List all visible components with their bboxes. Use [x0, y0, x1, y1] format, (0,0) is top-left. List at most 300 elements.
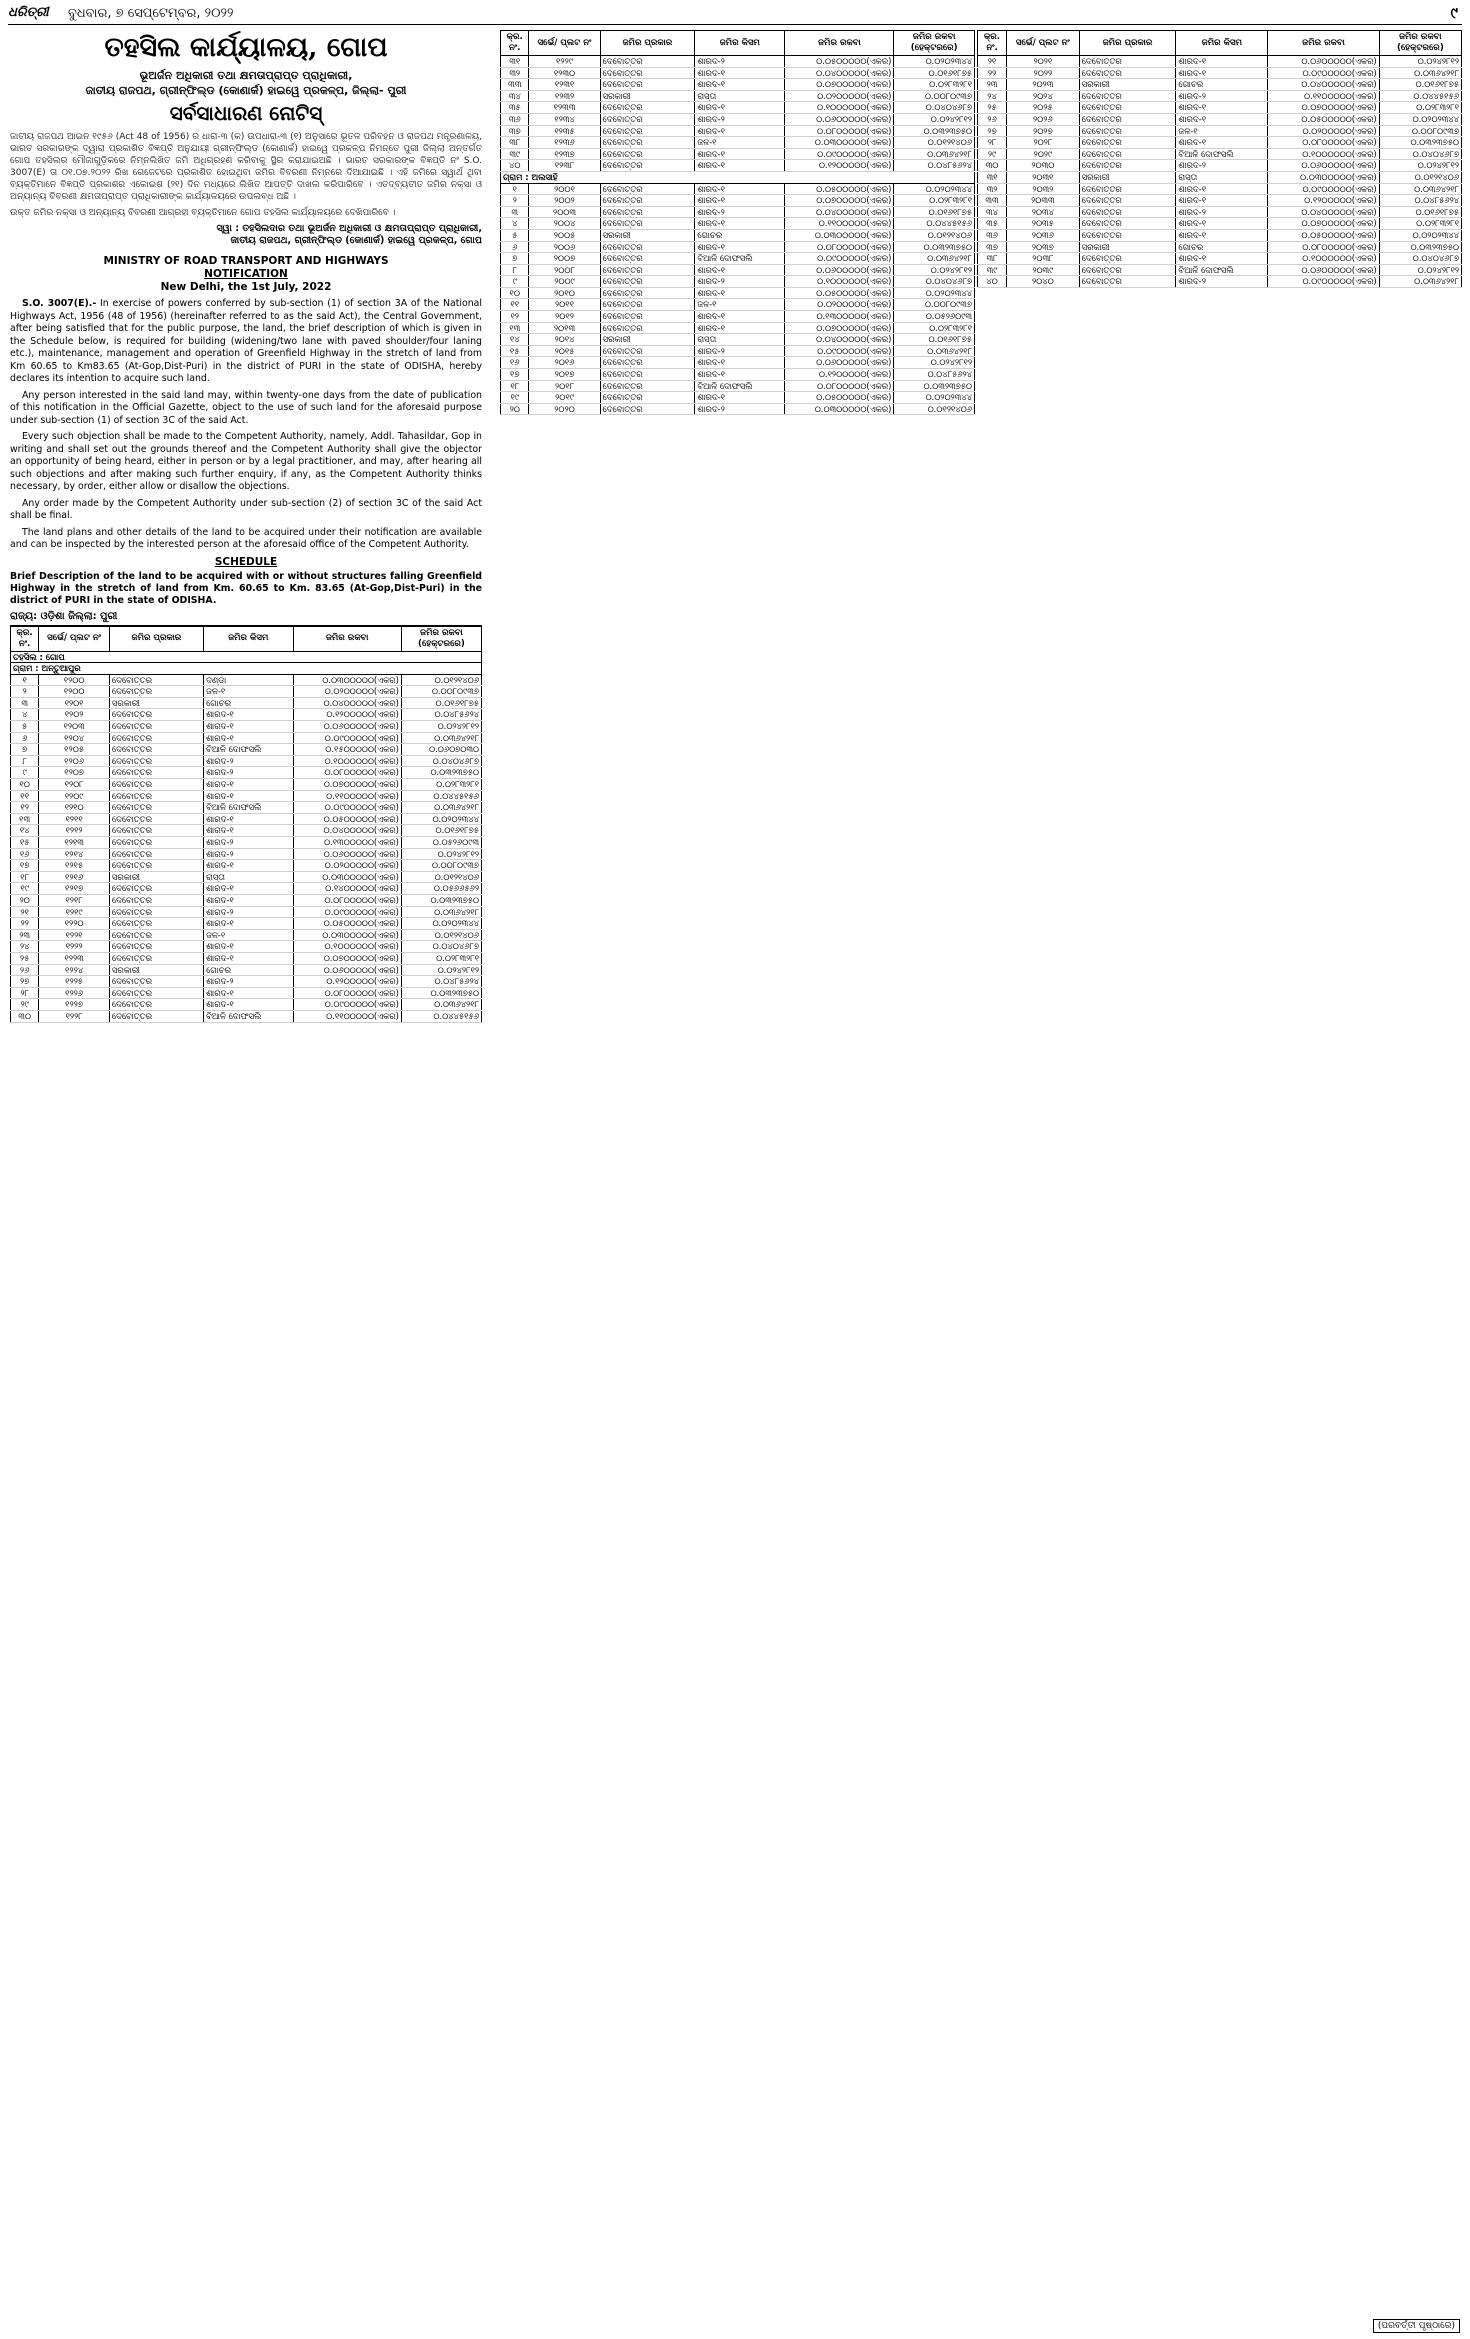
area-hectare-cell: ୦.୦୪୦୪୬୮୭ — [1379, 253, 1461, 265]
area-acre-cell: ୦.୦୭୦୦୦୦୦(ଏକର) — [785, 322, 894, 334]
table-row — [501, 229, 975, 241]
english-para-5: The land plans and other details of the land to be acquired under their notification are available and can be inspected by the interested person at the aforesaid office of the Competent Authority. — [10, 526, 482, 550]
table-row — [978, 195, 1462, 207]
office-subtitle-1: ଭୂଅର୍ଜନ ଅଧିକାରୀ ତଥା କ୍ଷମତାପ୍ରାପ୍ତ ପ୍ରାଧିକାରୀ, — [139, 69, 353, 82]
area-acre-cell: ୦.୦୪୦୦୦୦୦(ଏକର) — [1268, 206, 1379, 218]
land-type-cell: ଦେବୋତ୍ତର — [600, 357, 695, 369]
serial-cell: ୧୧ — [11, 790, 39, 802]
plot-cell: ୧୨୩୭ — [529, 148, 600, 160]
plot-cell: ୧୨୨୦ — [39, 918, 110, 930]
area-acre-cell: ୦.୧୨୦୦୦୦୦(ଏକର) — [1268, 195, 1379, 207]
area-acre-cell: ୦.୦୯୦୦୦୦୦(ଏକର) — [785, 253, 894, 265]
serial-cell: ୩୨ — [501, 67, 529, 79]
area-acre-cell: ୦.୦୬୦୦୦୦୦(ଏକର) — [785, 357, 894, 369]
land-type-cell: ଦେବୋତ୍ତର — [109, 883, 203, 895]
land-type-cell: ଦେବୋତ୍ତର — [600, 264, 695, 276]
land-type-cell: ସରକାରୀ — [600, 229, 695, 241]
column-header: ସର୍ଭେ/ ପ୍ଲଟ ନଂ — [39, 626, 110, 651]
land-class-cell: ଶାରଦ-୧ — [1176, 102, 1268, 114]
table-row — [11, 802, 482, 814]
table-row — [978, 125, 1462, 137]
area-hectare-cell: ୦.୦୧୬୧୮୭୫ — [1379, 206, 1461, 218]
table-row — [11, 721, 482, 733]
area-hectare-cell: ୦.୦୩୨୩୭୫୦ — [401, 767, 481, 779]
table-row — [11, 1010, 482, 1022]
area-hectare-cell: ୦.୦୧୬୧୮୭୫ — [401, 697, 481, 709]
serial-cell: ୧୭ — [501, 369, 529, 381]
land-class-cell: ବିଆଳି ଦୋଫସଲି — [695, 253, 785, 265]
area-hectare-cell: ୦.୦୧୨୧୪୦୬ — [894, 137, 975, 149]
area-hectare-cell: ୦.୦୨୦୨୩୪୪ — [1379, 229, 1461, 241]
signatory-line-2: ଜାତୀୟ ରାଜପଥ, ଗ୍ରୀନ୍‌ଫିଲ୍ଡ (କୋଣାର୍କ) ହାଇୱେ ପ୍ରକଳ୍ପ, ଗୋପ — [230, 235, 482, 246]
plot-cell: ୧୨୧୦ — [39, 802, 110, 814]
plot-cell: ୧୨୧୩ — [39, 837, 110, 849]
plot-cell: ୨୦୧୧ — [529, 299, 600, 311]
schedule-table-1 — [10, 626, 482, 1023]
land-type-cell: ସରକାରୀ — [1079, 79, 1176, 91]
land-class-cell: ଶାରଦ-୧ — [695, 148, 785, 160]
table-row — [501, 206, 975, 218]
plot-cell: ୧୨୦୧ — [39, 697, 110, 709]
land-class-cell: ଶାରଦ-୧ — [1176, 253, 1268, 265]
plot-cell: ୧୨୦୩ — [39, 721, 110, 733]
plot-cell: ୧୨୧୧ — [39, 813, 110, 825]
area-acre-cell: ୦.୧୦୦୦୦୦୦(ଏକର) — [293, 941, 401, 953]
area-acre-cell: ୦.୦୩୦୦୦୦୦(ଏକର) — [785, 229, 894, 241]
area-acre-cell: ୦.୦୪୦୦୦୦୦(ଏକର) — [293, 825, 401, 837]
plot-cell: ୨୦୦୯ — [529, 276, 600, 288]
area-acre-cell: ୦.୧୩୦୦୦୦୦(ଏକର) — [785, 311, 894, 323]
area-acre-cell: ୦.୧୦୦୦୦୦୦(ଏକର) — [293, 755, 401, 767]
land-class-cell: ରାସ୍ତା — [695, 90, 785, 102]
area-acre-cell: ୦.୦୨୦୦୦୦୦(ଏକର) — [785, 299, 894, 311]
english-para-2: Any person interested in the said land may, within twenty-one days from the date of publication of this notification in the Official Gazette, object to the use of such land for the aforesaid purpose under sub-section (1) of section 3C of the said Act. — [10, 389, 482, 426]
area-acre-cell: ୦.୧୦୦୦୦୦୦(ଏକର) — [1268, 253, 1379, 265]
land-class-cell: ଶାରଦ-୧ — [695, 160, 785, 172]
serial-cell: ୩୦ — [978, 160, 1007, 172]
land-class-cell: ଶାରଦ-୧ — [695, 287, 785, 299]
land-type-cell: ଦେବୋତ୍ତର — [1079, 276, 1176, 288]
table-row — [11, 894, 482, 906]
area-hectare-cell: ୦.୦୫୨୬୦୯୩ — [894, 311, 975, 323]
area-hectare-cell: ୦.୦୨୪୨୮୧୨ — [401, 848, 481, 860]
plot-cell: ୧୨୨୯ — [529, 56, 600, 68]
serial-cell: ୭ — [11, 744, 39, 756]
land-class-cell: ଶାରଦ-୧ — [1176, 229, 1268, 241]
land-type-cell: ସରକାରୀ — [600, 90, 695, 102]
place-date: New Delhi, the 1st July, 2022 — [160, 281, 332, 293]
plot-cell: ୧୨୦୨ — [39, 709, 110, 721]
area-acre-cell: ୦.୦୬୦୦୦୦୦(ଏକର) — [785, 264, 894, 276]
column-header: କ୍ର. ନଂ. — [978, 31, 1007, 56]
table-row — [501, 195, 975, 207]
plot-cell: ୨୦୩୦ — [1007, 160, 1080, 172]
serial-cell: ୧୧ — [501, 299, 529, 311]
land-type-cell: ଦେବୋତ୍ତର — [109, 906, 203, 918]
land-class-cell: ଜଳ-୧ — [204, 929, 293, 941]
land-class-cell: ଶାରଦ-୨ — [695, 206, 785, 218]
area-hectare-cell: ୦.୦୨୮୩୨୮୧ — [894, 79, 975, 91]
land-class-cell: ଶାରଦ-୧ — [204, 918, 293, 930]
land-type-cell: ଦେବୋତ୍ତର — [600, 287, 695, 299]
serial-cell: ୩୬ — [978, 229, 1007, 241]
continued-note: (ପରବର୍ତ୍ତୀ ପୃଷ୍ଠାରେ) — [1373, 2319, 1460, 2333]
serial-cell: ୨୦ — [501, 403, 529, 415]
table-row — [501, 345, 975, 357]
area-hectare-cell: ୦.୦୧୬୧୮୭୫ — [1379, 79, 1461, 91]
area-hectare-cell: ୦.୦୩୨୩୭୫୦ — [894, 241, 975, 253]
plot-cell: ୨୦୩୮ — [1007, 253, 1080, 265]
table-row — [978, 79, 1462, 91]
land-class-cell: ଶାରଦ-୨ — [695, 276, 785, 288]
land-type-cell: ଦେବୋତ୍ତର — [1079, 218, 1176, 230]
area-hectare-cell: ୦.୦୦୮୦୯୩୭ — [1379, 125, 1461, 137]
plot-cell: ୨୦୧୯ — [529, 392, 600, 404]
serial-cell: ୨୮ — [11, 987, 39, 999]
area-acre-cell: ୦.୧୪୦୦୦୦୦(ଏକର) — [293, 883, 401, 895]
area-hectare-cell: ୦.୦୨୪୨୮୧୨ — [894, 264, 975, 276]
land-class-cell: ଶାରଦ-୧ — [1176, 218, 1268, 230]
area-hectare-cell: ୦.୦୪୪୫୧୫୬ — [401, 1010, 481, 1022]
area-hectare-cell: ୦.୦୧୬୧୮୭୫ — [401, 825, 481, 837]
table-row — [501, 253, 975, 265]
plot-cell: ୨୦୨୯ — [1007, 148, 1080, 160]
area-hectare-cell: ୦.୦୩୬୪୨୧୮ — [401, 906, 481, 918]
plot-cell: ୨୦୦୪ — [529, 218, 600, 230]
table-row — [11, 906, 482, 918]
group-row — [11, 651, 482, 663]
land-type-cell: ଦେବୋତ୍ତର — [109, 732, 203, 744]
table-row — [978, 276, 1462, 288]
plot-cell: ୧୨୦୦ — [39, 674, 110, 686]
serial-cell: ୧୨ — [501, 311, 529, 323]
serial-cell: ୩୭ — [978, 241, 1007, 253]
masthead — [8, 4, 1462, 25]
land-class-cell: ଶାରଦ-୨ — [1176, 160, 1268, 172]
area-acre-cell: ୦.୦୭୦୦୦୦୦(ଏକର) — [785, 195, 894, 207]
area-acre-cell: ୦.୦୭୦୦୦୦୦(ଏକର) — [1268, 102, 1379, 114]
area-acre-cell: ୦.୦୮୦୦୦୦୦(ଏକର) — [1268, 137, 1379, 149]
land-type-cell: ସରକାରୀ — [1079, 241, 1176, 253]
serial-cell: ୩ — [501, 206, 529, 218]
area-hectare-cell: ୦.୦୨୮୩୨୮୧ — [1379, 102, 1461, 114]
plot-cell: ୧୨୨୩ — [39, 952, 110, 964]
area-acre-cell: ୦.୧୦୦୦୦୦୦(ଏକର) — [785, 102, 894, 114]
land-class-cell: ଶାରଦ-୨ — [1176, 90, 1268, 102]
land-type-cell: ଦେବୋତ୍ତର — [109, 744, 203, 756]
area-hectare-cell: ୦.୦୪୮୫୬୨୪ — [401, 976, 481, 988]
area-acre-cell: ୦.୦୪୦୦୦୦୦(ଏକର) — [1268, 79, 1379, 91]
table-row — [978, 218, 1462, 230]
serial-cell: ୧ — [11, 674, 39, 686]
land-class-cell: ଶାରଦ-୧ — [695, 311, 785, 323]
area-hectare-cell: ୦.୦୪୦୪୬୮୭ — [894, 102, 975, 114]
plot-cell: ୧୨୦୯ — [39, 790, 110, 802]
land-class-cell: ଶାରଦ-୧ — [1176, 113, 1268, 125]
land-type-cell: ଦେବୋତ୍ତର — [109, 894, 203, 906]
serial-cell: ୧୪ — [11, 825, 39, 837]
land-class-cell: ଶାରଦ-୧ — [204, 813, 293, 825]
column-header: ଜମିର ପ୍ରକାର — [109, 626, 203, 651]
signatory-block — [10, 223, 482, 247]
table-row — [11, 837, 482, 849]
land-class-cell: ବିଆଳି ଦୋଫସଲି — [695, 380, 785, 392]
plot-cell: ୨୦୦୮ — [529, 264, 600, 276]
table-row — [11, 813, 482, 825]
plot-cell: ୨୦୩୬ — [1007, 229, 1080, 241]
land-type-cell: ସରକାରୀ — [1079, 171, 1176, 183]
area-acre-cell: ୦.୦୫୦୦୦୦୦(ଏକର) — [1268, 229, 1379, 241]
plot-cell: ୧୨୦୦ — [39, 686, 110, 698]
table-row — [501, 125, 975, 137]
plot-cell: ୨୦୩୨ — [1007, 183, 1080, 195]
table-row — [501, 183, 975, 195]
table-row — [11, 964, 482, 976]
area-hectare-cell: ୦.୦୪୦୪୬୮୭ — [401, 755, 481, 767]
area-hectare-cell: ୦.୦୩୨୩୭୫୦ — [1379, 137, 1461, 149]
land-class-cell: ଜଳ-୧ — [695, 299, 785, 311]
table-row — [501, 113, 975, 125]
table-row — [978, 113, 1462, 125]
land-class-cell: ଶାରଦ-୧ — [695, 125, 785, 137]
table-row — [978, 264, 1462, 276]
serial-cell: ୧୭ — [11, 860, 39, 872]
group-label: ତହସିଲ : ଗୋପ — [11, 651, 482, 663]
serial-cell: ୫ — [11, 721, 39, 733]
land-class-cell: ଶାରଦ-୧ — [204, 825, 293, 837]
land-class-cell: ଶାରଦ-୧ — [695, 369, 785, 381]
serial-cell: ୩୩ — [501, 79, 529, 91]
table-row — [501, 357, 975, 369]
plot-cell: ୨୦୨୩ — [1007, 79, 1080, 91]
area-acre-cell: ୦.୦୫୦୦୦୦୦(ଏକର) — [293, 918, 401, 930]
plot-cell: ୨୦୨୪ — [1007, 90, 1080, 102]
area-acre-cell: ୦.୦୫୦୦୦୦୦(ଏକର) — [785, 56, 894, 68]
land-type-cell: ଦେବୋତ୍ତର — [600, 183, 695, 195]
ministry-heading: MINISTRY OF ROAD TRANSPORT AND HIGHWAYS — [103, 255, 389, 267]
area-acre-cell: ୦.୦୩୦୦୦୦୦(ଏକର) — [1268, 171, 1379, 183]
serial-cell: ୩୮ — [978, 253, 1007, 265]
serial-cell: ୩୪ — [501, 90, 529, 102]
serial-cell: ୯ — [11, 767, 39, 779]
plot-cell: ୧୨୨୫ — [39, 976, 110, 988]
serial-cell: ୫ — [501, 229, 529, 241]
land-type-cell: ଦେବୋତ୍ତର — [600, 79, 695, 91]
plot-cell: ୨୦୩୩ — [1007, 195, 1080, 207]
land-class-cell: ଗୋଚର — [1176, 79, 1268, 91]
land-type-cell: ଦେବୋତ୍ତର — [109, 686, 203, 698]
area-acre-cell: ୦.୦୯୦୦୦୦୦(ଏକର) — [1268, 183, 1379, 195]
plot-cell: ୨୦୨୨ — [1007, 67, 1080, 79]
plot-cell: ୧୨୧୪ — [39, 848, 110, 860]
land-type-cell: ଦେବୋତ୍ତର — [1079, 56, 1176, 68]
area-hectare-cell: ୦.୦୩୨୩୭୫୦ — [894, 125, 975, 137]
plot-cell: ୧୨୩୩ — [529, 102, 600, 114]
land-type-cell: ଦେବୋତ୍ତର — [1079, 148, 1176, 160]
plot-cell: ୨୦୨୬ — [1007, 113, 1080, 125]
office-subtitle-2: ଜାତୀୟ ରାଜପଥ, ଗ୍ରୀନ୍‌ଫିଲ୍ଡ (କୋଣାର୍କ) ହାଇୱେ ପ୍ରକଳ୍ପ, ଜିଲ୍ଲା- ପୁରୀ — [85, 84, 407, 97]
table-row — [501, 264, 975, 276]
table-row — [978, 229, 1462, 241]
table-row — [501, 218, 975, 230]
serial-cell: ୨୬ — [978, 113, 1007, 125]
land-class-cell: ଶାରଦ-୧ — [204, 987, 293, 999]
plot-cell: ୧୨୩୬ — [529, 137, 600, 149]
column-header: ଜମିର ରକବା (ହେକ୍ଟରରେ) — [1379, 31, 1461, 56]
area-hectare-cell: ୦.୦୪୦୪୬୮୭ — [894, 276, 975, 288]
land-class-cell: ଶାରଦ-୧ — [695, 264, 785, 276]
serial-cell: ୭ — [501, 253, 529, 265]
column-header: ଜମିର କିସମ — [204, 626, 293, 651]
plot-cell: ୧୨୩୦ — [529, 67, 600, 79]
land-class-cell: ଶାରଦ-୨ — [695, 113, 785, 125]
area-hectare-cell: ୦.୦୩୬୪୨୧୮ — [1379, 67, 1461, 79]
plot-cell: ୧୨୨୮ — [39, 1010, 110, 1022]
area-acre-cell: ୦.୦୫୦୦୦୦୦(ଏକର) — [785, 183, 894, 195]
area-hectare-cell: ୦.୦୧୨୧୪୦୬ — [894, 229, 975, 241]
area-acre-cell: ୦.୧୨୦୦୦୦୦(ଏକର) — [293, 976, 401, 988]
serial-cell: ୮ — [501, 264, 529, 276]
area-acre-cell: ୦.୦୩୦୦୦୦୦(ଏକର) — [293, 871, 401, 883]
plot-cell: ୧୨୦୪ — [39, 732, 110, 744]
area-acre-cell: ୦.୦୬୦୦୦୦୦(ଏକର) — [293, 848, 401, 860]
area-acre-cell: ୦.୧୨୦୦୦୦୦(ଏକର) — [785, 369, 894, 381]
serial-cell: ୨୭ — [978, 125, 1007, 137]
serial-cell: ୨୩ — [11, 929, 39, 941]
land-type-cell: ଦେବୋତ୍ତର — [109, 721, 203, 733]
plot-cell: ୨୦୩୫ — [1007, 218, 1080, 230]
group-row — [501, 171, 975, 183]
english-para-4: Any order made by the Competent Authority under sub-section (2) of section 3C of the said Act shall be final. — [10, 497, 482, 521]
table-row — [978, 102, 1462, 114]
english-para-1-text: In exercise of powers conferred by sub-section (1) of section 3A of the National Highways Act, 1956 (48 of 1956) (hereinafter referred to as the said Act), the Central Government, after being satisfied that for the public purpose, the land, the brief description of which is given in the Schedule below, is required for building (widening/two lane with paved shoulder/four laning etc.), maintenance, management and operation of Greenfield Highway in the stretch of land from Km 60.65 to Km83.65 (At-Gop,Dist-Puri) in the district of PURI in the state of ODISHA, hereby declares its intention to acquire such land. — [10, 298, 482, 384]
land-type-cell: ଦେବୋତ୍ତର — [600, 102, 695, 114]
so-number: S.O. 3007(E).- — [22, 298, 97, 309]
plot-cell: ୧୨୨୧ — [39, 929, 110, 941]
serial-cell: ୧୬ — [501, 357, 529, 369]
area-acre-cell: ୦.୧୫୦୦୦୦୦(ଏକର) — [293, 744, 401, 756]
english-para-1 — [10, 298, 482, 386]
land-class-cell: ବିଆଳି ଦୋଫସଲି — [204, 744, 293, 756]
land-class-cell: ଶାରଦ-୧ — [1176, 67, 1268, 79]
area-hectare-cell: ୦.୦୨୦୨୩୪୪ — [894, 183, 975, 195]
land-class-cell: ଶାରଦ-୨ — [1176, 206, 1268, 218]
area-acre-cell: ୦.୦୪୦୦୦୦୦(ଏକର) — [293, 697, 401, 709]
land-class-cell: ଶାରଦ-୧ — [204, 952, 293, 964]
table-row — [501, 322, 975, 334]
serial-cell: ୨୭ — [11, 976, 39, 988]
serial-cell: ୬ — [11, 732, 39, 744]
area-hectare-cell: ୦.୦୪୦୪୬୮୭ — [1379, 148, 1461, 160]
area-hectare-cell: ୦.୦୦୮୦୯୩୭ — [894, 90, 975, 102]
area-hectare-cell: ୦.୦୫୬୬୫୬୨ — [401, 883, 481, 895]
area-acre-cell: ୦.୦୯୦୦୦୦୦(ଏକର) — [1268, 67, 1379, 79]
land-class-cell: ଜଳ-୧ — [204, 686, 293, 698]
table-row — [501, 392, 975, 404]
land-class-cell: ଶାରଦ-୧ — [1176, 137, 1268, 149]
land-type-cell: ଦେବୋତ୍ତର — [1079, 113, 1176, 125]
area-acre-cell: ୦.୦୫୦୦୦୦୦(ଏକର) — [293, 813, 401, 825]
land-class-cell: ଶାରଦ-୧ — [204, 721, 293, 733]
land-class-cell: ବିଆଳି ଦୋଫସଲି — [1176, 264, 1268, 276]
area-acre-cell: ୦.୦୪୦୦୦୦୦(ଏକର) — [785, 67, 894, 79]
newspaper-name: ଧରିତ୍ରୀ — [8, 5, 49, 20]
serial-cell: ୪ — [501, 218, 529, 230]
land-type-cell: ଦେବୋତ୍ତର — [600, 195, 695, 207]
land-type-cell: ସରକାରୀ — [109, 871, 203, 883]
notice-odia-para-2: ଉକ୍ତ ଜମିର ନକ୍ସା ଓ ଅନ୍ୟାନ୍ୟ ବିବରଣୀ ଆଗ୍ରହୀ ବ୍ୟକ୍ତିମାନେ ଗୋପ ତହସିଲ କାର୍ଯ୍ୟାଳୟରେ ଦେଖିପାରିବେ । — [10, 208, 396, 218]
column-header: ସର୍ଭେ/ ପ୍ଲଟ ନଂ — [529, 31, 600, 56]
table-row — [11, 790, 482, 802]
schedule-table-2 — [500, 30, 975, 415]
plot-cell: ୨୦୧୭ — [529, 369, 600, 381]
serial-cell: ୨୧ — [11, 906, 39, 918]
serial-cell: ୬ — [501, 241, 529, 253]
column-1 — [10, 30, 482, 2330]
plot-cell: ୨୦୨୧ — [1007, 56, 1080, 68]
area-hectare-cell: ୦.୦୩୬୪୨୧୮ — [1379, 183, 1461, 195]
table-row — [501, 137, 975, 149]
plot-cell: ୧୨୧୯ — [39, 906, 110, 918]
plot-cell: ୨୦୨୭ — [1007, 125, 1080, 137]
column-header: ଜମିର କିସମ — [1176, 31, 1268, 56]
area-hectare-cell: ୦.୦୩୬୪୨୧୮ — [401, 802, 481, 814]
area-hectare-cell: ୦.୦୨୪୨୮୧୨ — [1379, 56, 1461, 68]
serial-cell: ୨୨ — [978, 67, 1007, 79]
land-type-cell: ଦେବୋତ୍ତର — [1079, 195, 1176, 207]
serial-cell: ୧୦ — [11, 779, 39, 791]
serial-cell: ୩୫ — [501, 102, 529, 114]
table-row — [978, 253, 1462, 265]
area-hectare-cell: ୦.୦୪୮୫୬୨୪ — [401, 709, 481, 721]
column-header: ଜମିର ପ୍ରକାର — [600, 31, 695, 56]
serial-cell: ୨ — [11, 686, 39, 698]
land-type-cell: ଦେବୋତ୍ତର — [600, 403, 695, 415]
land-type-cell: ଦେବୋତ୍ତର — [109, 941, 203, 953]
area-acre-cell: ୦.୦୯୦୦୦୦୦(ଏକର) — [1268, 276, 1379, 288]
area-acre-cell: ୦.୦୫୦୦୦୦୦(ଏକର) — [785, 287, 894, 299]
land-type-cell: ଦେବୋତ୍ତର — [600, 218, 695, 230]
plot-cell: ୧୨୦୭ — [39, 767, 110, 779]
land-type-cell: ସରକାରୀ — [109, 697, 203, 709]
land-class-cell: ଶାରଦ-୧ — [695, 357, 785, 369]
table-row — [501, 369, 975, 381]
area-acre-cell: ୦.୦୯୦୦୦୦୦(ଏକର) — [293, 906, 401, 918]
area-acre-cell: ୦.୦୮୦୦୦୦୦(ଏକର) — [785, 125, 894, 137]
land-type-cell: ଦେବୋତ୍ତର — [600, 253, 695, 265]
land-class-cell: ଜଳ-୧ — [695, 137, 785, 149]
serial-cell: ୨୪ — [11, 941, 39, 953]
table-row — [11, 744, 482, 756]
land-type-cell: ଦେବୋତ୍ତର — [109, 767, 203, 779]
area-acre-cell: ୦.୧୧୦୦୦୦୦(ଏକର) — [1268, 90, 1379, 102]
group-label: ଗ୍ରାମ : ଅଲସାହି — [501, 171, 975, 183]
state-district-line: ରାଜ୍ୟ: ଓଡ଼ିଶା ଜିଲ୍ଲା: ପୁରୀ — [10, 609, 482, 626]
column-header: କ୍ର. ନଂ. — [501, 31, 529, 56]
land-type-cell: ଦେବୋତ୍ତର — [600, 380, 695, 392]
area-acre-cell: ୦.୦୩୦୦୦୦୦(ଏକର) — [785, 403, 894, 415]
table-header-row — [501, 31, 975, 56]
land-type-cell: ସରକାରୀ — [600, 334, 695, 346]
area-acre-cell: ୦.୦୭୦୦୦୦୦(ଏକର) — [1268, 218, 1379, 230]
land-type-cell: ଦେବୋତ୍ତର — [109, 837, 203, 849]
table-row — [501, 148, 975, 160]
area-hectare-cell: ୦.୦୧୬୧୮୭୫ — [894, 206, 975, 218]
land-type-cell: ଦେବୋତ୍ତର — [600, 369, 695, 381]
serial-cell: ୯ — [501, 276, 529, 288]
land-class-cell: ରାସ୍ତା — [1176, 171, 1268, 183]
serial-cell: ୪୦ — [978, 276, 1007, 288]
